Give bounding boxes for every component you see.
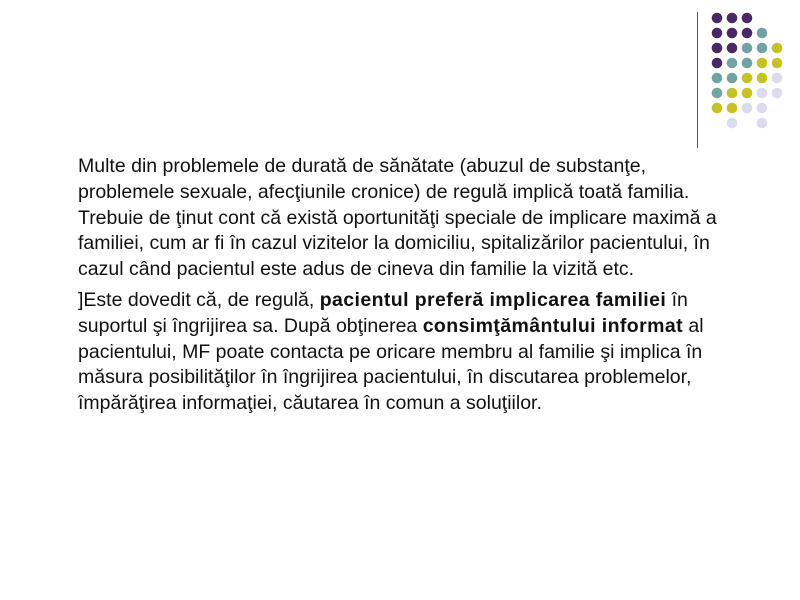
decor-dot-yellow [727, 88, 738, 99]
decor-dot-purple [727, 43, 738, 54]
decor-dot-purple [712, 43, 723, 54]
decor-dot-purple [712, 58, 723, 69]
slide-body [78, 154, 738, 422]
paragraph-2-text-1: ]Este dovedit că, de regulă, [78, 288, 320, 311]
decor-dot-yellow [727, 103, 738, 114]
decor-dot-lavender [772, 88, 783, 99]
decor-dot-purple [727, 28, 738, 39]
paragraph-2 [78, 288, 738, 417]
decor-dot-teal [757, 28, 768, 39]
decor-dot-purple [742, 13, 753, 24]
decor-dot-yellow [757, 58, 768, 69]
paragraph-1: Multe din problemele de durată de sănătate (abuzul de substanţe, problemele sexuale, afecţiunile cronice) de regulă implică toată familia. Trebuie de ţinut cont că există oportunităţi speciale de implicare maximă a familiei, cum ar fi în cazul vizitelor la domiciliu, spitalizărilor pacientului, în cazul când pacientul este adus de cineva din familie la vizită etc. [78, 155, 717, 281]
decor-dot-yellow [742, 88, 753, 99]
decor-dot-teal [742, 43, 753, 54]
decor-dot-teal [712, 73, 723, 84]
decor-dot-purple [712, 13, 723, 24]
decor-dot-teal [757, 43, 768, 54]
decor-dot-yellow [742, 73, 753, 84]
decor-dot-teal [727, 58, 738, 69]
decor-dot-purple [727, 13, 738, 24]
decor-dot-lavender [727, 118, 738, 129]
decor-dot-teal [712, 88, 723, 99]
decor-dot-purple [742, 28, 753, 39]
decor-dot-lavender [757, 118, 768, 129]
decor-dot-yellow [712, 103, 723, 114]
decor-dot-purple [712, 28, 723, 39]
decor-dot-teal [742, 58, 753, 69]
decor-dot-yellow [772, 43, 783, 54]
decor-dot-lavender [772, 73, 783, 84]
decor-dot-lavender [742, 103, 753, 114]
decor-dot-yellow [772, 58, 783, 69]
decor-dot-lavender [757, 103, 768, 114]
vertical-divider [697, 12, 698, 148]
decor-dot-teal [727, 73, 738, 84]
paragraph-2-bold-2: consimţământului informat [422, 314, 683, 337]
paragraph-2-bold-1: pacientul preferă implicarea familiei [319, 288, 667, 311]
decor-dot-yellow [757, 73, 768, 84]
paragraph-2-text-3: al pacientului, MF poate contacta pe oricare membru al familie şi implica în măsura posibilităţilor în îngrijirea pacientului, în discutarea problemelor, împărăţirea informaţiei, căutarea în comun a soluţiilor. [78, 314, 704, 415]
decor-dot-lavender [757, 88, 768, 99]
paragraph-2-text-2: în suportul şi îngrijirea sa. După obţinerea [78, 288, 688, 337]
